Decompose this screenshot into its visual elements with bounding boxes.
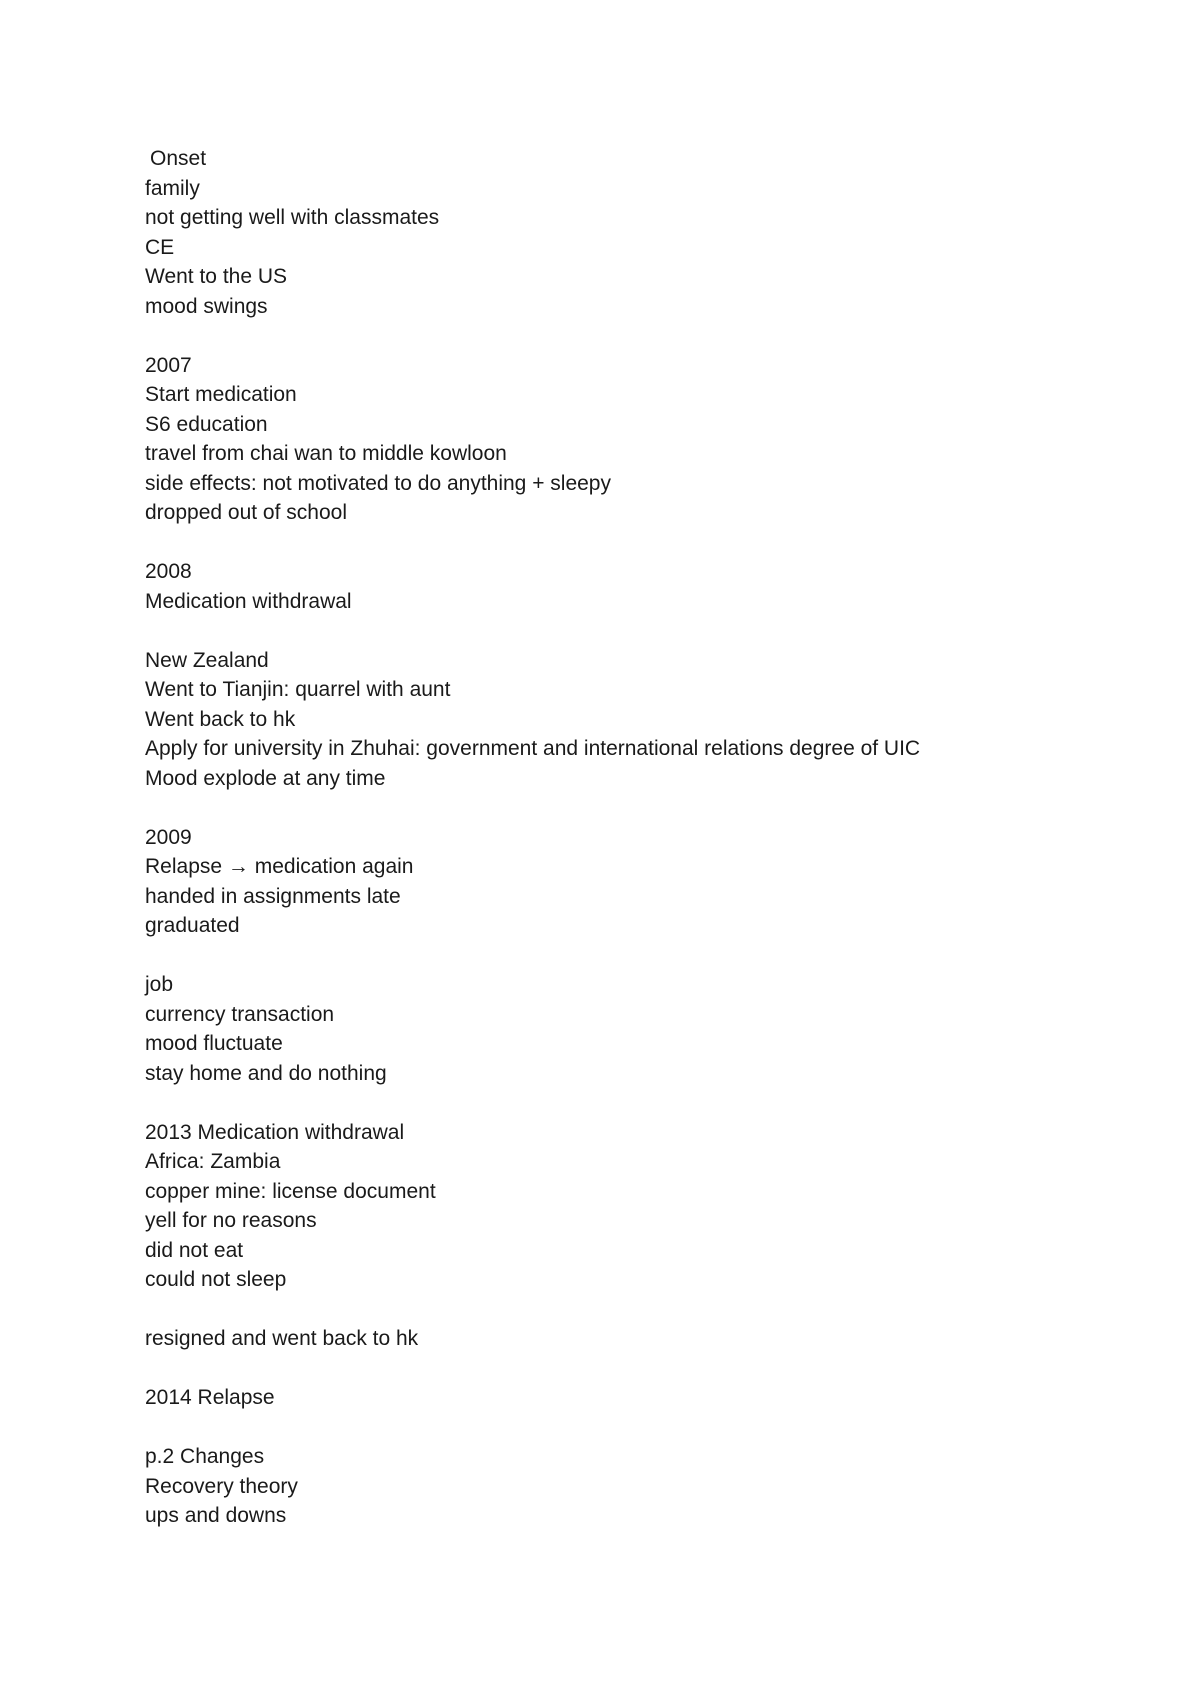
text-line: 2008 (145, 560, 192, 583)
text-line: Relapse → medication again (145, 855, 414, 878)
blank-line (145, 941, 1145, 971)
text-line: resigned and went back to hk (145, 1327, 419, 1350)
text-line: did not eat (145, 1238, 244, 1262)
text-line: Recovery theory (145, 1474, 298, 1498)
text-line: stay home and do nothing (145, 1061, 387, 1085)
text-line: Went back to hk (145, 707, 296, 731)
text-line: Went to the US (145, 265, 288, 288)
section-2008 (145, 557, 1145, 616)
text-line: family (145, 176, 200, 200)
section-2014 (145, 1383, 1145, 1413)
blank-line (145, 1088, 1145, 1118)
text-line: Mood explode at any time (145, 766, 386, 790)
text-line: Went to Tianjin: quarrel with aunt (145, 678, 451, 701)
text-line: New Zealand (145, 648, 269, 672)
text-line: CE (145, 235, 175, 259)
blank-line (145, 1413, 1145, 1443)
text-line: mood fluctuate (145, 1032, 283, 1055)
section-onset (145, 144, 1145, 321)
blank-line (145, 528, 1145, 558)
text-line: 2007 (145, 353, 192, 377)
text-line: graduated (145, 914, 240, 937)
text-line: Medication withdrawal (145, 589, 352, 613)
section-job (145, 970, 1145, 1088)
text-line: yell for no reasons (145, 1209, 317, 1232)
text-line: not getting well with classmates (145, 206, 440, 229)
section-changes (145, 1442, 1145, 1531)
section-2013 (145, 1118, 1145, 1295)
text-line: 2014 Relapse (145, 1386, 275, 1409)
text-line: Start medication (145, 383, 297, 406)
text-line: 2009 (145, 825, 192, 849)
text-line: side effects: not motivated to do anything + sleepy (145, 471, 611, 495)
document-body (145, 144, 1145, 1531)
text-line: Apply for university in Zhuhai: government and international relations degree of UIC (145, 737, 921, 760)
text-line: p.2 Changes (145, 1445, 265, 1468)
section-resigned (145, 1324, 1145, 1354)
text-line: copper mine: license document (145, 1179, 436, 1203)
text-line: dropped out of school (145, 501, 347, 524)
text-line: job (145, 973, 174, 996)
blank-line (145, 1354, 1145, 1384)
section-new-zealand (145, 646, 1145, 794)
text-line: travel from chai wan to middle kowloon (145, 442, 507, 465)
text-line: mood swings (145, 294, 268, 318)
section-2009 (145, 823, 1145, 941)
blank-line (145, 793, 1145, 823)
text-line: S6 education (145, 412, 268, 436)
blank-line (145, 1295, 1145, 1325)
text-line: could not sleep (145, 1268, 287, 1291)
text-line: Africa: Zambia (145, 1150, 281, 1173)
blank-line (145, 321, 1145, 351)
text-line: handed in assignments late (145, 884, 401, 908)
section-2007 (145, 351, 1145, 528)
text-line: 2013 Medication withdrawal (145, 1120, 405, 1144)
text-line: currency transaction (145, 1002, 335, 1026)
blank-line (145, 616, 1145, 646)
text-line: Onset (150, 147, 207, 170)
text-line: ups and downs (145, 1504, 287, 1527)
